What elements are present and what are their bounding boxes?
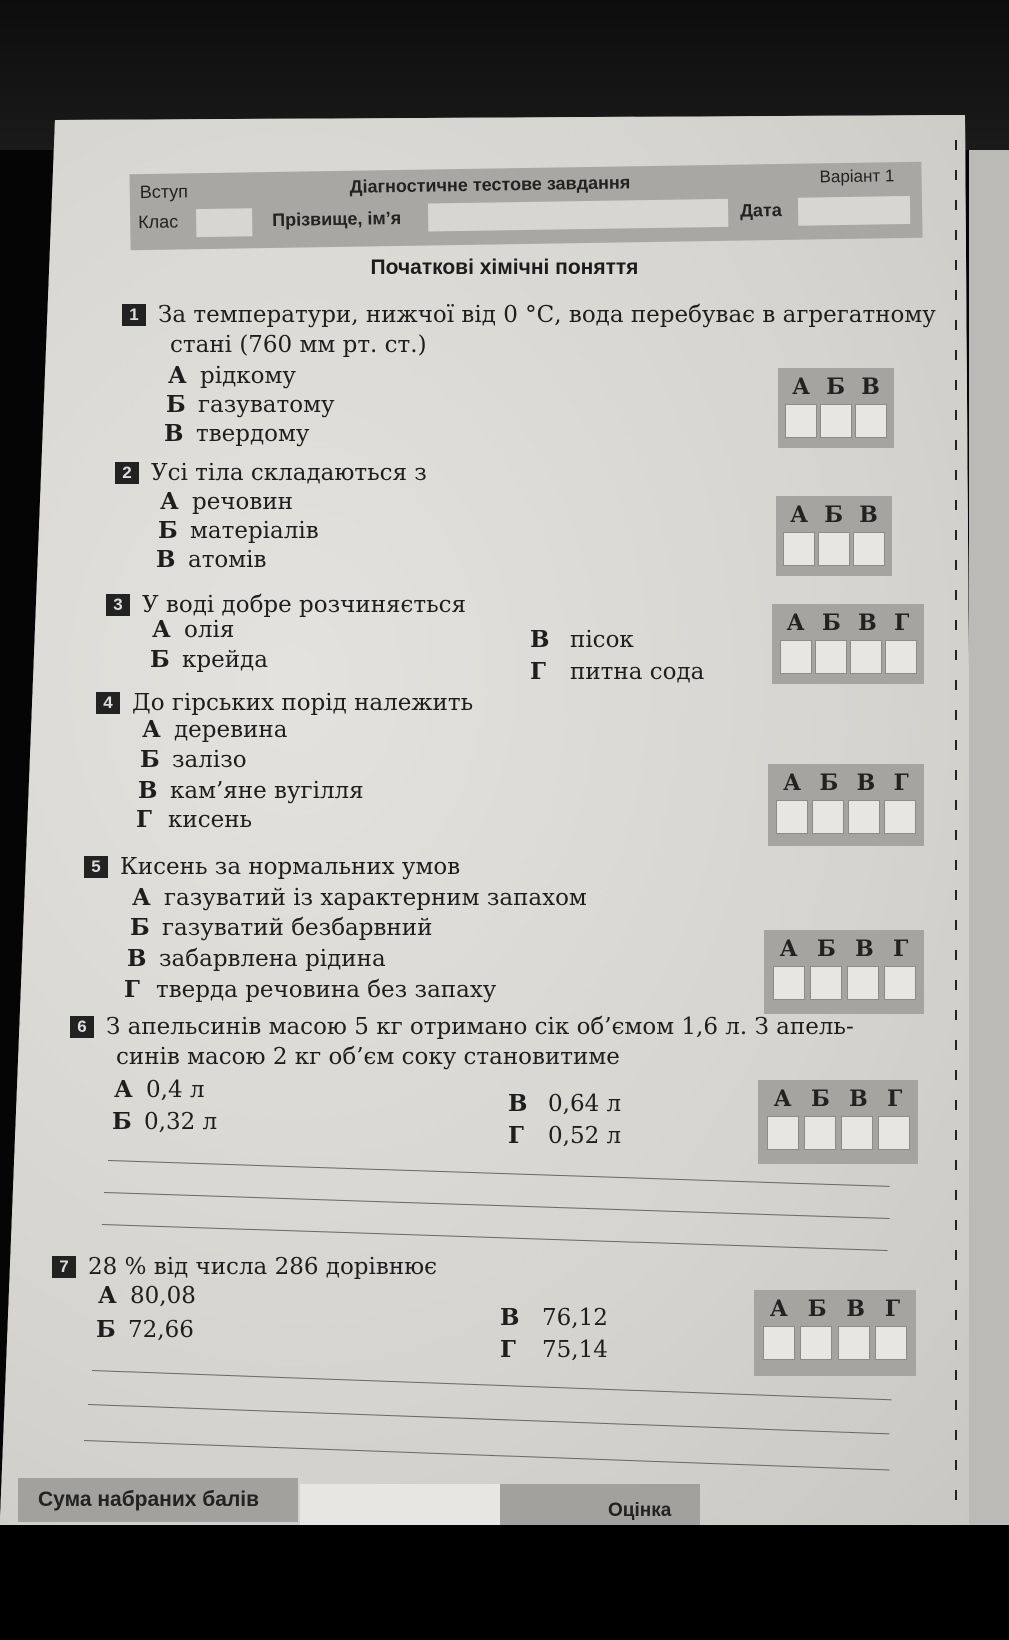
option-letter: Г xyxy=(530,658,546,685)
answer-cell[interactable] xyxy=(815,640,847,674)
header-class-label: Клас xyxy=(138,211,179,233)
grid-letter: Б xyxy=(824,502,844,528)
option xyxy=(156,546,266,573)
option xyxy=(160,488,293,515)
answer-cell[interactable] xyxy=(885,640,917,674)
option-text: 76,12 xyxy=(542,1305,608,1331)
answer-grid xyxy=(776,496,892,576)
question-number: 3 xyxy=(106,594,130,616)
question-number: 7 xyxy=(52,1256,76,1278)
option-text: газуватий із характерним запахом xyxy=(164,885,587,911)
option xyxy=(98,1282,196,1309)
option-letter: А xyxy=(98,1282,117,1309)
answer-cell[interactable] xyxy=(820,404,852,438)
option-text: залізо xyxy=(172,747,247,773)
option-text: 0,64 л xyxy=(548,1091,622,1117)
score-sum-label-box xyxy=(18,1478,298,1522)
answer-cell[interactable] xyxy=(884,966,916,1000)
grid-letter: В xyxy=(856,770,876,796)
question-7 xyxy=(52,1252,437,1282)
option-text: газуватий безбарвний xyxy=(162,915,433,941)
question-4 xyxy=(96,688,473,718)
option-text: речовин xyxy=(192,489,293,515)
grid-letter: В xyxy=(859,502,878,528)
option-letter: А xyxy=(152,616,171,643)
question-text: Кисень за нормальних умов xyxy=(120,854,461,880)
answer-cell[interactable] xyxy=(773,966,805,1000)
option xyxy=(114,1076,205,1103)
grid-letter: Б xyxy=(807,1296,827,1322)
option-text: твердому xyxy=(196,421,310,447)
answer-grid xyxy=(758,1080,918,1164)
option xyxy=(164,420,309,447)
answer-cell[interactable] xyxy=(848,800,880,834)
answer-cell[interactable] xyxy=(855,404,887,438)
score-sum-label: Сума набраних балів xyxy=(38,1488,260,1511)
option xyxy=(136,806,252,833)
option-letter: А xyxy=(132,884,151,911)
question-number: 6 xyxy=(70,1016,94,1038)
date-field[interactable] xyxy=(798,196,910,226)
answer-grid xyxy=(772,604,924,684)
option xyxy=(132,884,587,911)
option-text: атомів xyxy=(188,547,267,573)
option-text: 75,14 xyxy=(542,1337,608,1363)
score-sum-field[interactable] xyxy=(300,1484,500,1525)
question-text-line2: стані (760 мм рт. ст.) xyxy=(170,332,427,358)
option xyxy=(140,746,247,773)
option-letter: Г xyxy=(136,806,152,833)
grid-letter: В xyxy=(855,936,874,962)
grid-letter: А xyxy=(773,1086,792,1112)
answer-cell[interactable] xyxy=(767,1116,799,1150)
answer-grid xyxy=(768,764,924,846)
option xyxy=(142,716,287,743)
grid-letter: В xyxy=(846,1296,865,1322)
option-text: олія xyxy=(184,617,235,643)
option xyxy=(127,945,386,972)
answer-cell[interactable] xyxy=(763,1326,795,1360)
answer-cell[interactable] xyxy=(841,1116,873,1150)
header-entry-label: Вступ xyxy=(139,181,189,203)
answer-cell[interactable] xyxy=(783,532,815,566)
option-letter: Б xyxy=(96,1316,116,1343)
option-letter: Б xyxy=(166,391,186,418)
grid-letter: А xyxy=(790,502,809,528)
answer-cell[interactable] xyxy=(776,800,808,834)
option-text: рідкому xyxy=(200,363,296,389)
option xyxy=(112,1108,217,1135)
answer-cell[interactable] xyxy=(884,800,916,834)
question-5 xyxy=(84,852,460,882)
option-letter: Б xyxy=(140,746,160,773)
grid-letter: В xyxy=(861,374,880,400)
cut-line xyxy=(955,140,957,1520)
header-variant-label: Варіант 1 xyxy=(819,166,895,187)
option xyxy=(130,914,432,941)
question-6 xyxy=(70,1012,854,1072)
option-text: кам’яне вугілля xyxy=(170,778,364,804)
option xyxy=(158,517,319,544)
grid-letter: А xyxy=(792,374,811,400)
option-letter: Г xyxy=(124,976,140,1003)
grid-letter: Б xyxy=(826,374,846,400)
grid-letter: Б xyxy=(810,1086,830,1112)
option xyxy=(150,646,268,673)
option-text: деревина xyxy=(174,717,288,743)
answer-cell[interactable] xyxy=(878,1116,910,1150)
question-2 xyxy=(115,458,427,488)
grid-letter: В xyxy=(858,610,877,636)
grid-letter: Б xyxy=(819,770,839,796)
grid-letter: В xyxy=(849,1086,868,1112)
option xyxy=(508,1122,621,1149)
answer-cell[interactable] xyxy=(800,1326,832,1360)
option-text: крейда xyxy=(182,647,268,673)
grid-letter: Б xyxy=(821,610,841,636)
option xyxy=(530,658,704,685)
answer-cell[interactable] xyxy=(838,1326,870,1360)
grid-letter: Г xyxy=(887,1086,903,1112)
grid-letter: Г xyxy=(884,1296,901,1322)
option-letter: А xyxy=(114,1076,133,1103)
option-text: 0,52 л xyxy=(548,1123,622,1149)
option-text: 0,32 л xyxy=(144,1109,218,1135)
answer-cell[interactable] xyxy=(812,800,844,834)
answer-grid xyxy=(754,1290,916,1376)
question-text: Усі тіла складаються з xyxy=(151,460,427,486)
page-edge xyxy=(969,150,1009,1525)
option-text: газуватому xyxy=(198,392,335,418)
option xyxy=(508,1090,621,1117)
grade-label-box xyxy=(500,1484,700,1525)
question-number: 4 xyxy=(96,692,120,714)
question-number: 5 xyxy=(84,856,108,878)
option-letter: В xyxy=(530,626,550,653)
page-title: Початкові хімічні поняття xyxy=(370,256,639,279)
header-band xyxy=(129,162,922,250)
answer-cell[interactable] xyxy=(785,404,817,438)
grid-letter: Г xyxy=(893,770,909,796)
question-1 xyxy=(122,300,936,360)
option-letter: Г xyxy=(508,1122,524,1149)
option-text: 80,08 xyxy=(130,1283,196,1309)
answer-cell[interactable] xyxy=(810,966,842,1000)
option-letter: А xyxy=(142,716,161,743)
answer-grid xyxy=(778,368,894,448)
option-text: тверда речовина без запаху xyxy=(156,977,497,1003)
option xyxy=(530,626,634,653)
option-text: забарвлена рідина xyxy=(159,946,386,972)
photo-bottom xyxy=(0,1525,1009,1640)
question-text: З апельсинів масою 5 кг отримано сік об’ємом 1,6 л. З апель- xyxy=(106,1014,854,1040)
question-text: У воді добре розчиняється xyxy=(142,592,467,618)
answer-cell[interactable] xyxy=(850,640,882,674)
header-date-label: Дата xyxy=(739,199,782,221)
option-letter: А xyxy=(168,362,187,389)
option-letter: А xyxy=(160,488,179,515)
name-field[interactable] xyxy=(428,199,728,232)
grid-letter: А xyxy=(786,610,805,636)
option-text: 72,66 xyxy=(128,1317,194,1343)
option-letter: В xyxy=(164,420,184,447)
answer-cell[interactable] xyxy=(875,1326,907,1360)
grid-letter: А xyxy=(779,936,798,962)
option-letter: В xyxy=(156,546,176,573)
header-name-label: Прізвище, ім’я xyxy=(272,207,402,230)
option xyxy=(124,976,496,1003)
option xyxy=(138,777,364,804)
class-field[interactable] xyxy=(196,208,252,237)
option-letter: Б xyxy=(112,1108,132,1135)
answer-cell[interactable] xyxy=(818,532,850,566)
option-letter: В xyxy=(500,1304,520,1331)
option-text: пісок xyxy=(570,627,634,653)
option xyxy=(500,1336,608,1363)
option-text: матеріалів xyxy=(190,518,319,544)
answer-cell[interactable] xyxy=(804,1116,836,1150)
option-letter: Б xyxy=(130,914,150,941)
option-letter: Г xyxy=(500,1336,516,1363)
option xyxy=(152,616,234,643)
grid-letter: А xyxy=(769,1296,788,1322)
grid-letter: Г xyxy=(893,936,909,962)
option-letter: Б xyxy=(150,646,170,673)
grid-letter: А xyxy=(783,770,802,796)
option xyxy=(168,362,296,389)
answer-cell[interactable] xyxy=(847,966,879,1000)
header-center-title: Діагностичне тестове завдання xyxy=(349,172,631,197)
grade-label: Оцінка xyxy=(608,1500,672,1521)
grid-letter: Б xyxy=(816,936,836,962)
question-number: 2 xyxy=(115,462,139,484)
option-letter: В xyxy=(508,1090,528,1117)
question-text: До гірських порід належить xyxy=(132,690,474,716)
question-text: 28 % від числа 286 дорівнює xyxy=(88,1254,438,1280)
option-text: 0,4 л xyxy=(146,1077,205,1103)
option xyxy=(166,391,335,418)
option-text: питна сода xyxy=(570,659,705,685)
option-letter: В xyxy=(127,945,147,972)
option xyxy=(500,1304,608,1331)
option-letter: В xyxy=(138,777,158,804)
option xyxy=(96,1316,194,1343)
grid-letter: Г xyxy=(894,610,910,636)
answer-grid xyxy=(764,930,924,1014)
option-letter: Б xyxy=(158,517,178,544)
question-text-line2: синів масою 2 кг об’єм соку становитиме xyxy=(116,1044,620,1070)
question-text: За температури, нижчої від 0 °С, вода перебуває в агрегатному xyxy=(158,302,936,328)
option-text: кисень xyxy=(168,807,253,833)
question-number: 1 xyxy=(122,304,146,326)
answer-cell[interactable] xyxy=(853,532,885,566)
answer-cell[interactable] xyxy=(780,640,812,674)
